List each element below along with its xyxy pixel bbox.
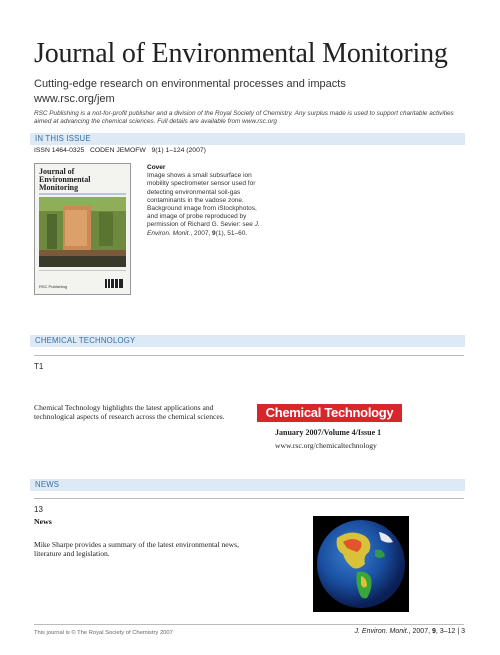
footer-journal: J. Environ. Monit. <box>354 628 409 635</box>
footer-divider <box>34 624 464 625</box>
footer-page-number: 3 <box>461 628 465 635</box>
chemical-technology-logo: Chemical Technology <box>257 404 402 422</box>
footer-pages: , 3–12 <box>435 628 456 635</box>
earth-globe-image <box>313 516 409 612</box>
cover-thumbnail[interactable] <box>34 163 131 295</box>
section-divider <box>34 498 464 499</box>
footer-copyright: This journal is © The Royal Society of Chemistry 2007 <box>34 630 173 636</box>
cover-citation-year: , 2007, <box>190 229 213 237</box>
news-page[interactable]: 13 <box>34 505 43 514</box>
cover-caption <box>147 164 267 238</box>
coden: CODEN JEMOFW <box>89 147 146 154</box>
chemical-technology-issue: January 2007/Volume 4/Issue 1 <box>275 428 382 437</box>
issn: ISSN 1464-0325 <box>34 147 85 154</box>
cover-title-1: Journal of <box>39 167 75 176</box>
chemical-technology-heading: CHEMICAL TECHNOLOGY <box>35 336 136 345</box>
journal-subtitle: Cutting-edge research on environmental processes and impacts <box>34 78 346 90</box>
chemical-technology-band <box>30 335 465 347</box>
footer-year: , 2007, <box>408 628 432 635</box>
footer-separator: | <box>457 628 460 635</box>
cover-caption-text: Image shows a small subsurface ion mobility spectrometer sensor used for detecting environmental soil-gas contaminants in the vadose zone. Background image from iStockphotos, and image of probe reproduced by permission of Richard G. Sevier: see <box>147 172 257 229</box>
cover-publisher: RSC Publishing <box>39 284 68 289</box>
news-description: Mike Sharpe provides a summary of the latest environmental news, literature and legislation. <box>34 540 239 559</box>
cover-art <box>35 164 130 294</box>
chemical-technology-page[interactable]: T1 <box>34 362 44 371</box>
section-divider <box>34 355 464 356</box>
cover-title-2: Environmental <box>39 175 91 184</box>
cover-title-3: Monitoring <box>39 183 79 192</box>
issue-volume: 9(1) 1–124 (2007) <box>151 147 206 154</box>
cover-caption-heading: Cover <box>147 164 166 171</box>
footer-citation <box>355 628 465 635</box>
journal-title: Journal of Environmental Monitoring <box>34 38 448 69</box>
cover-citation-journal: J. Environ. Monit. <box>147 221 260 237</box>
cover-citation-pages: (1), 51–60. <box>215 229 248 237</box>
news-heading: NEWS <box>35 480 60 489</box>
chemical-technology-description: Chemical Technology highlights the latest applications and technological aspects of research across the chemical sciences. <box>34 403 225 422</box>
journal-url[interactable]: www.rsc.org/jem <box>34 93 115 105</box>
in-this-issue-heading: IN THIS ISSUE <box>35 134 91 143</box>
cover-citation-volume: 9 <box>212 229 216 237</box>
news-band <box>30 479 465 491</box>
issn-line <box>34 147 206 154</box>
chemical-technology-url[interactable]: www.rsc.org/chemicaltechnology <box>275 441 377 450</box>
footer-volume: 9 <box>431 628 436 635</box>
news-title: News <box>34 517 52 526</box>
globe-art <box>313 516 409 612</box>
publisher-disclaimer: RSC Publishing is a not-for-profit publisher and a division of the Royal Society of Chemistry. Any surplus made is used to support charitable activities aimed at advancing the chemical sciences. Full details are available from www.rsc.org <box>34 110 454 125</box>
in-this-issue-band <box>30 133 465 145</box>
